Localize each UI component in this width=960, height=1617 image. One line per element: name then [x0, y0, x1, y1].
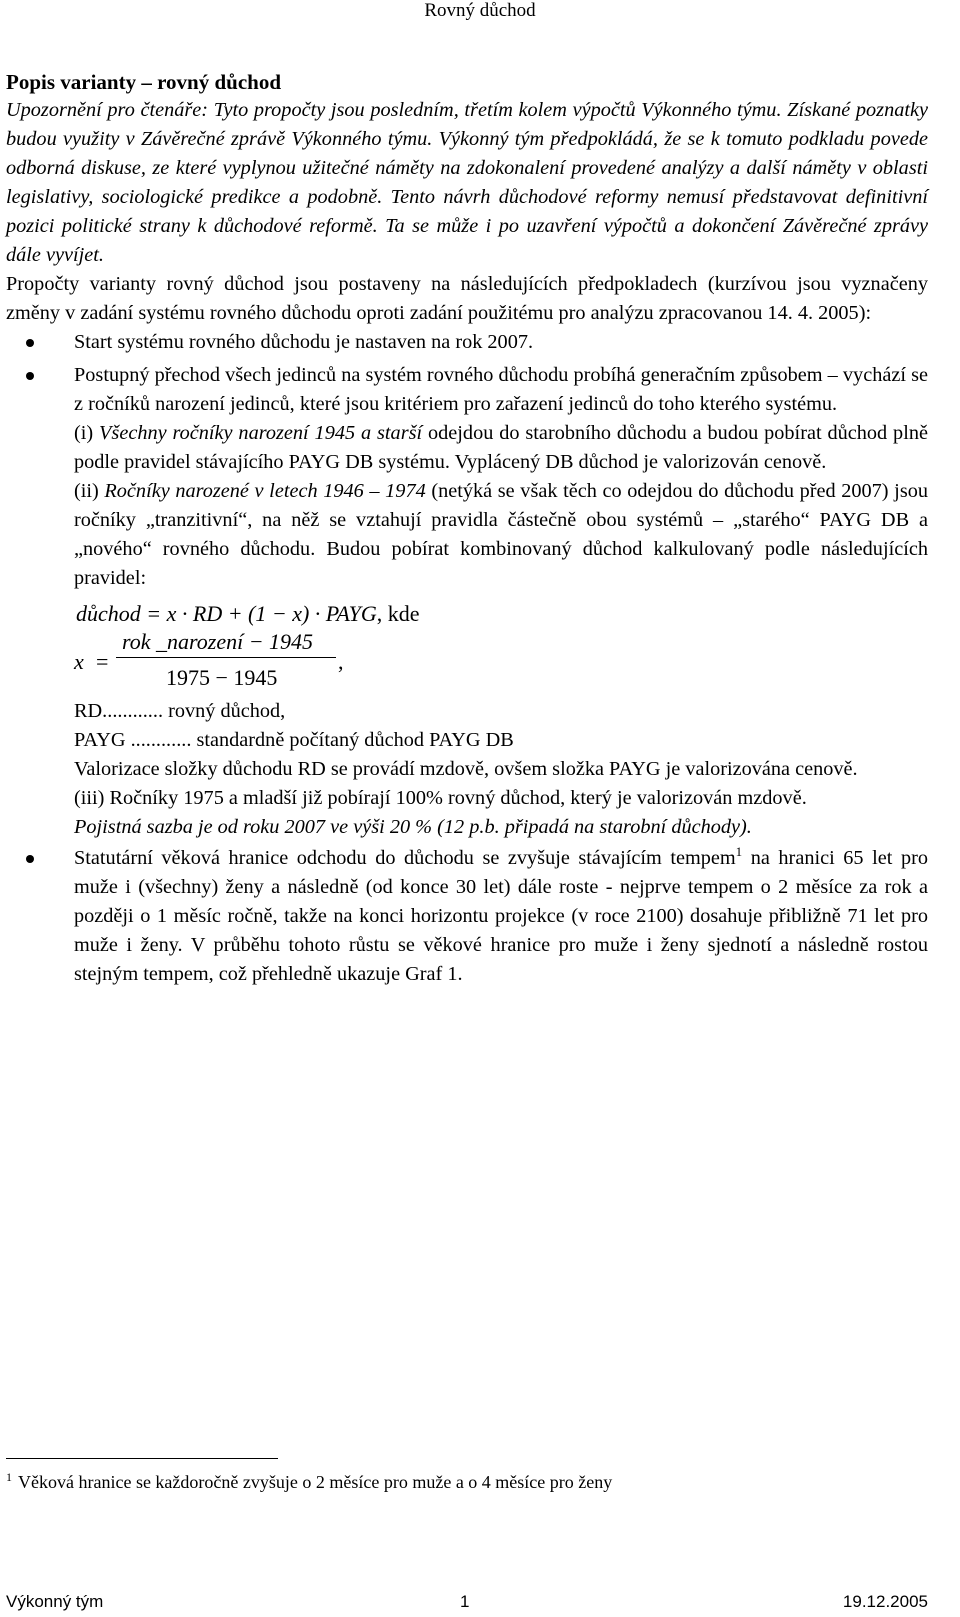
bullet-icon [26, 372, 34, 380]
cohort-i-italic: Všechny ročníky narození 1945 a starší [99, 422, 423, 444]
contribution-rate-text: Pojistná sazba je od roku 2007 ve výši 20 % (12 p.b. připadá na starobní důchody). [74, 816, 752, 838]
page-number: 1 [460, 1592, 470, 1611]
cohort-ii-paragraph [74, 477, 928, 593]
page-footer [6, 1592, 928, 1616]
definition-payg: PAYG ............ standardně počítaný důchod PAYG DB [74, 729, 514, 751]
contribution-rate [74, 813, 928, 842]
bullet-icon [26, 855, 34, 863]
x-fraction-formula [74, 629, 928, 697]
fraction-variable: x [74, 649, 84, 674]
retirement-age-text-b: na hranici 65 let pro muže i (všechny) ženy a následně (od konce 30 let) dále roste - nejprve tempem o 2 měsíce za rok a později o 1 měsíc ročně, takže na konci horizontu projekce (v roce 2100) dosahuje přibližně 71 let pro muže i ženy. V průběhu tohoto růstu se věkové hranice pro muže i ženy sjednotí a následně rostou stejným tempem, což přehledně ukazuje Graf 1. [74, 847, 929, 985]
intro-paragraph: Propočty varianty rovný důchod jsou postaveny na následujících předpokladech (kurzívou jsou vyznačeny změny v zadání systému rovného důchodu oproti zadání použitému pro analýzu zpracovanou 14. 4. 2005): [6, 273, 928, 324]
pension-formula [76, 597, 928, 631]
footer-date: 19.12.2005 [842, 1592, 928, 1611]
fraction-equals: = [96, 649, 109, 674]
formula-main: důchod = x · RD + (1 − x) · PAYG [76, 601, 377, 626]
cohort-ii-rest: (netýká se však těch co odejdou do důchodu před 2007) jsou ročníky „tranzitivní“, na něž se vztahují pravidla částečně obou systémů – „starého“ PAYG DB a „nového“ rovného důchodu. Budou pobírat kombinovaný důchod kalkulovaný podle následujících pravidel: [74, 480, 928, 589]
definition-rd: RD............ rovný důchod, [74, 700, 286, 722]
page-header [0, 0, 960, 22]
fraction-comma: , [338, 649, 344, 674]
valorization-paragraph: Valorizace složky důchodu RD se provádí mzdově, ovšem složka PAYG je valorizována cenově. [74, 758, 858, 780]
header-title: Rovný důchod [424, 0, 536, 21]
cohort-ii-prefix: (ii) [74, 480, 105, 502]
reader-notice: Upozornění pro čtenáře: Tyto propočty jsou posledním, třetím kolem výpočtů Výkonného týmu. Získané poznatky budou využity v Závěrečné zprávě Výkonného týmu. Výkonný tým předpokládá, že se k tomuto podkladu povede odborná diskuse, ze které vyplynou užitečné náměty na zdokonalení provedené analýzy a další náměty v oblasti legislativy, sociologické predikce a podobně. Tento návrh důchodové reformy nemusí představovat definitivní pozici politické strany k důchodové reformě. Ta se může i po uzavření výpočtů a dokončení Závěrečné zprávy dále vyvíjet. [6, 99, 928, 266]
cohort-i-paragraph [74, 419, 928, 477]
footnote-text: Věková hranice se každoročně zvyšuje o 2 měsíce pro muže a o 4 měsíce pro ženy [18, 1472, 613, 1492]
retirement-age-text-a: Statutární věková hranice odchodu do důchodu se zvyšuje stávajícím tempem [74, 847, 736, 869]
document-body [6, 68, 928, 989]
footer-team: Výkonný tým [6, 1592, 104, 1611]
transition-paragraph: Postupný přechod všech jedinců na systém rovného důchodu probíhá generačním způsobem – vychází se z ročníků narození jedinců, které jsou kritériem pro zařazení jedinců do toho kterého systému. [74, 364, 928, 415]
formula-tail: , kde [376, 601, 420, 626]
list-item [6, 328, 928, 357]
cohort-i-rest: odejdou do starobního důchodu a budou pobírat důchod plně podle pravidel stávajícího PAYG DB systému. Vyplácený DB důchod je valorizován cenově. [74, 422, 928, 473]
assumptions-list [6, 328, 928, 989]
list-item [6, 361, 928, 842]
bullet-text-start-system: Start systému rovného důchodu je nastaven na rok 2007. [74, 331, 534, 353]
fraction-bar [116, 657, 336, 658]
bullet-icon [26, 339, 34, 347]
footnote-separator [6, 1458, 278, 1459]
fraction-numerator: rok _narození − 1945 [122, 629, 314, 654]
cohort-i-prefix: (i) [74, 422, 100, 444]
list-item [6, 844, 928, 989]
footnote-number: 1 [6, 1470, 12, 1484]
fraction-denominator: 1975 − 1945 [166, 665, 278, 690]
footnote [6, 1470, 612, 1494]
cohort-ii-italic: Ročníky narozené v letech 1946 – 1974 [104, 480, 426, 502]
cohort-iii-paragraph: (iii) Ročníky 1975 a mladší již pobírají 100% rovný důchod, který je valorizován mzdově. [74, 787, 807, 809]
document-title: Popis varianty – rovný důchod [6, 70, 281, 94]
footnote-reference[interactable]: 1 [735, 844, 743, 860]
